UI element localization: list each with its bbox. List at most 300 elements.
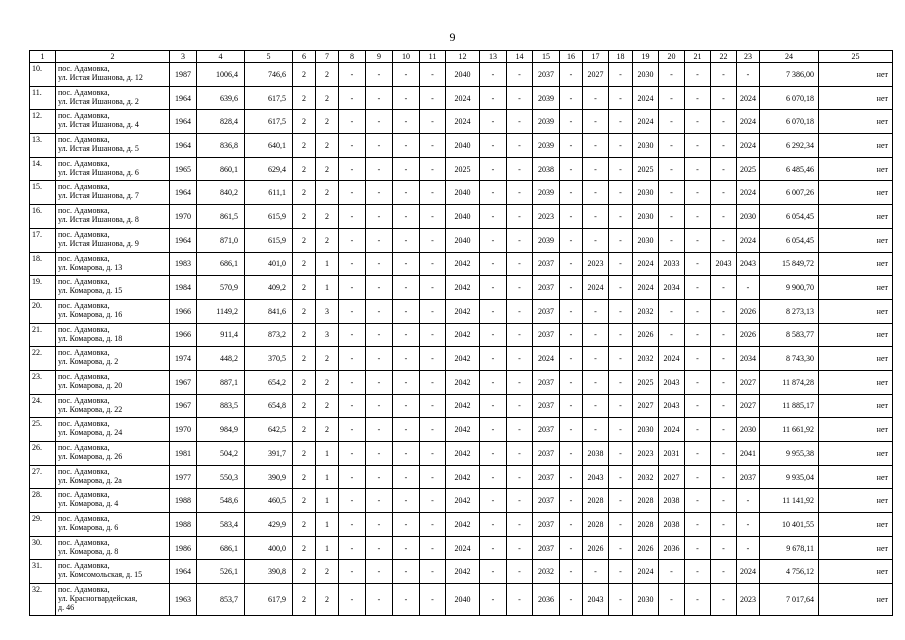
table-cell: - [393, 134, 420, 158]
table-cell: 2024 [583, 276, 609, 300]
table-cell: - [393, 560, 420, 584]
table-cell: - [609, 323, 633, 347]
table-cell: - [560, 228, 583, 252]
table-cell: 2 [293, 86, 316, 110]
address-cell: пос. Адамовка, ул. Комарова, д. 22 [56, 394, 170, 418]
table-cell: - [609, 252, 633, 276]
table-cell: - [685, 110, 711, 134]
table-cell: - [560, 370, 583, 394]
table-row [30, 63, 893, 87]
table-cell: 2 [316, 228, 339, 252]
table-cell: 2037 [533, 394, 560, 418]
table-cell: нет [819, 252, 893, 276]
table-cell: нет [819, 276, 893, 300]
table-cell: - [480, 110, 507, 134]
table-cell: - [339, 134, 366, 158]
table-cell: 1 [316, 513, 339, 537]
table-cell: - [507, 394, 533, 418]
table-cell: - [366, 465, 393, 489]
row-number-cell: 25. [30, 418, 56, 442]
table-cell: - [711, 299, 737, 323]
table-cell: 2024 [446, 110, 480, 134]
table-cell: 2024 [633, 110, 659, 134]
table-cell: - [609, 370, 633, 394]
address-cell: пос. Адамовка, ул. Комарова, д. 20 [56, 370, 170, 394]
table-cell: 2037 [533, 465, 560, 489]
column-header-8: 8 [339, 51, 366, 63]
table-cell: 2030 [633, 63, 659, 87]
table-cell: - [420, 418, 446, 442]
table-cell: - [583, 347, 609, 371]
table-cell: 2030 [737, 418, 760, 442]
table-cell: 583,4 [197, 513, 245, 537]
table-cell: 2 [316, 110, 339, 134]
table-cell: 2032 [633, 465, 659, 489]
table-cell: 2 [293, 205, 316, 229]
table-cell: 2 [293, 252, 316, 276]
table-cell: 3 [316, 299, 339, 323]
table-cell: 2043 [583, 584, 609, 616]
table-cell: 1966 [170, 323, 197, 347]
table-cell: 2038 [659, 489, 685, 513]
table-cell: 6 054,45 [760, 228, 819, 252]
table-cell: 2 [293, 228, 316, 252]
table-cell: 6 007,26 [760, 181, 819, 205]
address-cell: пос. Адамовка, ул. Истая Ишанова, д. 6 [56, 157, 170, 181]
table-cell: 2041 [737, 442, 760, 466]
table-cell: 2025 [633, 157, 659, 181]
table-cell: - [507, 110, 533, 134]
table-cell: 1988 [170, 489, 197, 513]
table-cell: 8 743,30 [760, 347, 819, 371]
table-cell: - [366, 584, 393, 616]
table-cell: - [366, 442, 393, 466]
table-cell: 504,2 [197, 442, 245, 466]
table-cell: - [507, 584, 533, 616]
table-cell: - [737, 63, 760, 87]
address-cell: пос. Адамовка, ул. Истая Ишанова, д. 2 [56, 86, 170, 110]
table-cell: 2039 [533, 181, 560, 205]
table-cell: 611,1 [245, 181, 293, 205]
table-cell: - [420, 394, 446, 418]
table-cell: 2042 [446, 347, 480, 371]
table-cell: 548,6 [197, 489, 245, 513]
table-cell: - [339, 584, 366, 616]
table-cell: - [420, 276, 446, 300]
table-cell: - [560, 347, 583, 371]
table-cell: нет [819, 394, 893, 418]
table-cell: 1 [316, 465, 339, 489]
table-cell: 2025 [737, 157, 760, 181]
table-cell: - [393, 63, 420, 87]
table-cell: - [366, 418, 393, 442]
table-cell: - [480, 252, 507, 276]
table-cell: - [480, 584, 507, 616]
table-cell: 8 583,77 [760, 323, 819, 347]
table-cell: 2043 [659, 394, 685, 418]
table-cell: - [560, 489, 583, 513]
table-cell: - [507, 276, 533, 300]
table-cell: 2 [316, 560, 339, 584]
table-cell: 7 386,00 [760, 63, 819, 87]
table-cell: - [560, 584, 583, 616]
column-header-18: 18 [609, 51, 633, 63]
table-cell: - [685, 252, 711, 276]
table-cell: 841,6 [245, 299, 293, 323]
table-cell: - [420, 442, 446, 466]
table-cell: 1 [316, 252, 339, 276]
table-cell: 2 [316, 157, 339, 181]
table-cell: - [420, 134, 446, 158]
table-cell: - [420, 181, 446, 205]
table-cell: 1 [316, 489, 339, 513]
table-cell: 1988 [170, 513, 197, 537]
row-number-cell: 18. [30, 252, 56, 276]
table-cell: 2042 [446, 442, 480, 466]
table-cell: - [480, 513, 507, 537]
table-cell: - [560, 299, 583, 323]
row-number-cell: 21. [30, 323, 56, 347]
table-cell: - [339, 110, 366, 134]
table-cell: - [711, 134, 737, 158]
table-cell: 2 [293, 418, 316, 442]
table-cell: 2 [316, 370, 339, 394]
table-cell: 2023 [633, 442, 659, 466]
table-cell: - [711, 465, 737, 489]
table-cell: нет [819, 370, 893, 394]
table-cell: нет [819, 418, 893, 442]
table-cell: - [366, 157, 393, 181]
table-cell: 1986 [170, 536, 197, 560]
table-cell: 2042 [446, 276, 480, 300]
table-cell: - [560, 465, 583, 489]
table-cell: - [393, 370, 420, 394]
table-cell: - [685, 394, 711, 418]
table-cell: - [480, 181, 507, 205]
table-cell: - [420, 299, 446, 323]
column-header-1: 1 [30, 51, 56, 63]
column-header-15: 15 [533, 51, 560, 63]
table-cell: 2040 [446, 63, 480, 87]
table-cell: 1 [316, 276, 339, 300]
table-cell: 2033 [659, 252, 685, 276]
table-cell: - [659, 157, 685, 181]
row-number-cell: 29. [30, 513, 56, 537]
table-cell: нет [819, 63, 893, 87]
table-cell: 2032 [533, 560, 560, 584]
table-cell: - [480, 157, 507, 181]
table-cell: 2040 [446, 584, 480, 616]
column-header-10: 10 [393, 51, 420, 63]
address-cell: пос. Адамовка, ул. Красногвардейская, д. 46 [56, 584, 170, 616]
table-cell: 2030 [633, 418, 659, 442]
table-cell: 448,2 [197, 347, 245, 371]
table-cell: - [339, 181, 366, 205]
table-cell: 1970 [170, 418, 197, 442]
table-cell: - [420, 157, 446, 181]
table-cell: 2042 [446, 370, 480, 394]
table-cell: - [685, 370, 711, 394]
table-cell: - [393, 323, 420, 347]
table-cell: 2024 [633, 560, 659, 584]
table-cell: - [339, 157, 366, 181]
table-cell: - [339, 347, 366, 371]
row-number-cell: 19. [30, 276, 56, 300]
table-cell: 2037 [533, 299, 560, 323]
table-cell: 2040 [446, 228, 480, 252]
table-cell: - [480, 465, 507, 489]
table-cell: 2028 [583, 489, 609, 513]
table-row [30, 489, 893, 513]
row-number-cell: 27. [30, 465, 56, 489]
table-cell: - [609, 134, 633, 158]
table-cell: 2026 [737, 299, 760, 323]
table-cell: - [366, 323, 393, 347]
column-header-11: 11 [420, 51, 446, 63]
table-cell: 2037 [533, 63, 560, 87]
table-cell: 409,2 [245, 276, 293, 300]
table-cell: - [339, 465, 366, 489]
table-cell: 570,9 [197, 276, 245, 300]
table-cell: 2025 [633, 370, 659, 394]
table-cell: - [339, 63, 366, 87]
table-cell: - [609, 157, 633, 181]
table-cell: 2043 [583, 465, 609, 489]
table-cell: 883,5 [197, 394, 245, 418]
table-cell: 1970 [170, 205, 197, 229]
table-cell: 642,5 [245, 418, 293, 442]
address-cell: пос. Адамовка, ул. Истая Ишанова, д. 8 [56, 205, 170, 229]
table-cell: 640,1 [245, 134, 293, 158]
table-cell: 2024 [737, 560, 760, 584]
table-cell: 1 [316, 536, 339, 560]
table-cell: - [560, 418, 583, 442]
table-cell: - [393, 394, 420, 418]
table-cell: - [480, 370, 507, 394]
table-cell: 401,0 [245, 252, 293, 276]
table-cell: 2024 [737, 228, 760, 252]
table-cell: 2042 [446, 252, 480, 276]
page-number: 9 [449, 30, 456, 44]
table-cell: - [339, 370, 366, 394]
table-cell: - [480, 418, 507, 442]
table-cell: - [560, 560, 583, 584]
table-cell: 2043 [659, 370, 685, 394]
table-cell: - [711, 347, 737, 371]
address-cell: пос. Адамовка, ул. Истая Ишанова, д. 12 [56, 63, 170, 87]
table-cell: 2 [293, 560, 316, 584]
table-cell: нет [819, 465, 893, 489]
row-number-cell: 32. [30, 584, 56, 616]
table-header [30, 51, 893, 63]
row-number-cell: 22. [30, 347, 56, 371]
table-cell: нет [819, 181, 893, 205]
table-cell: - [659, 134, 685, 158]
table-cell: - [420, 86, 446, 110]
table-row [30, 513, 893, 537]
table-cell: 11 874,28 [760, 370, 819, 394]
table-cell: - [366, 181, 393, 205]
table-cell: - [420, 513, 446, 537]
table-row [30, 86, 893, 110]
table-row [30, 134, 893, 158]
table-row [30, 276, 893, 300]
address-cell: пос. Адамовка, ул. Комарова, д. 4 [56, 489, 170, 513]
column-header-25: 25 [819, 51, 893, 63]
table-cell: 2 [293, 394, 316, 418]
row-number-cell: 15. [30, 181, 56, 205]
table-cell: - [685, 134, 711, 158]
table-cell: - [339, 560, 366, 584]
table-cell: 617,5 [245, 86, 293, 110]
table-cell: 15 849,72 [760, 252, 819, 276]
table-cell: - [480, 347, 507, 371]
table-cell: 390,8 [245, 560, 293, 584]
table-cell: - [583, 157, 609, 181]
table-cell: - [393, 228, 420, 252]
table-cell: - [339, 394, 366, 418]
table-cell: - [711, 157, 737, 181]
table-cell: 984,9 [197, 418, 245, 442]
table-cell: 853,7 [197, 584, 245, 616]
address-cell: пос. Адамовка, ул. Комарова, д. 13 [56, 252, 170, 276]
table-cell: - [339, 299, 366, 323]
table-cell: 2 [293, 110, 316, 134]
column-header-22: 22 [711, 51, 737, 63]
table-cell: - [583, 418, 609, 442]
table-cell: - [685, 323, 711, 347]
table-cell: 2037 [533, 276, 560, 300]
table-cell: 6 070,18 [760, 110, 819, 134]
table-cell: - [339, 442, 366, 466]
table-cell: нет [819, 323, 893, 347]
address-cell: пос. Адамовка, ул. Комарова, д. 26 [56, 442, 170, 466]
table-cell: 2 [293, 134, 316, 158]
table-cell: - [609, 536, 633, 560]
table-cell: 2 [293, 276, 316, 300]
table-cell: - [420, 228, 446, 252]
table-cell: 2 [316, 205, 339, 229]
table-cell: - [609, 584, 633, 616]
table-body [30, 63, 893, 616]
table-cell: - [737, 489, 760, 513]
table-cell: - [480, 86, 507, 110]
table-cell: - [507, 63, 533, 87]
table-cell: - [339, 489, 366, 513]
table-cell: 460,5 [245, 489, 293, 513]
table-cell: - [685, 536, 711, 560]
table-cell: - [507, 513, 533, 537]
table-cell: 2 [293, 536, 316, 560]
table-cell: 1964 [170, 181, 197, 205]
table-cell: 2024 [633, 276, 659, 300]
table-cell: 1987 [170, 63, 197, 87]
table-cell: - [366, 347, 393, 371]
table-cell: - [711, 513, 737, 537]
table-cell: - [659, 63, 685, 87]
table-row [30, 418, 893, 442]
column-header-13: 13 [480, 51, 507, 63]
table-cell: 2037 [737, 465, 760, 489]
table-cell: 11 661,92 [760, 418, 819, 442]
row-number-cell: 10. [30, 63, 56, 87]
table-cell: 836,8 [197, 134, 245, 158]
table-cell: 7 017,64 [760, 584, 819, 616]
table-cell: - [393, 205, 420, 229]
table-cell: - [393, 465, 420, 489]
column-header-16: 16 [560, 51, 583, 63]
table-cell: 2043 [737, 252, 760, 276]
table-cell: нет [819, 134, 893, 158]
column-header-4: 4 [197, 51, 245, 63]
table-cell: - [711, 418, 737, 442]
table-cell: 1006,4 [197, 63, 245, 87]
table-cell: - [659, 86, 685, 110]
table-cell: - [507, 299, 533, 323]
table-cell: 2026 [583, 536, 609, 560]
table-cell: - [507, 489, 533, 513]
table-cell: - [507, 536, 533, 560]
table-cell: 2042 [446, 394, 480, 418]
table-cell: 2027 [633, 394, 659, 418]
table-cell: 686,1 [197, 536, 245, 560]
table-cell: 2042 [446, 323, 480, 347]
table-cell: 2024 [659, 418, 685, 442]
table-cell: 2 [293, 370, 316, 394]
table-cell: - [609, 63, 633, 87]
table-cell: - [737, 536, 760, 560]
table-cell: 2024 [446, 86, 480, 110]
table-cell: 2038 [583, 442, 609, 466]
table-cell: - [366, 489, 393, 513]
table-cell: - [366, 394, 393, 418]
table-cell: - [507, 228, 533, 252]
table-cell: нет [819, 110, 893, 134]
address-cell: пос. Адамовка, ул. Комарова, д. 24 [56, 418, 170, 442]
table-cell: - [366, 252, 393, 276]
table-cell: - [393, 299, 420, 323]
table-cell: - [583, 299, 609, 323]
row-number-cell: 28. [30, 489, 56, 513]
table-cell: - [737, 276, 760, 300]
table-cell: 550,3 [197, 465, 245, 489]
table-cell: - [366, 134, 393, 158]
table-cell: 2028 [583, 513, 609, 537]
table-cell: - [393, 584, 420, 616]
table-cell: - [711, 560, 737, 584]
table-cell: 2031 [659, 442, 685, 466]
table-cell: - [507, 134, 533, 158]
table-cell: - [685, 86, 711, 110]
address-cell: пос. Адамовка, ул. Комарова, д. 8 [56, 536, 170, 560]
table-cell: - [366, 560, 393, 584]
table-row [30, 157, 893, 181]
table-cell: 2 [316, 418, 339, 442]
table-cell: - [480, 276, 507, 300]
table-cell: 2 [316, 584, 339, 616]
table-cell: 2037 [533, 442, 560, 466]
table-cell: - [366, 536, 393, 560]
table-cell: - [583, 181, 609, 205]
table-cell: 617,9 [245, 584, 293, 616]
table-cell: 2040 [446, 205, 480, 229]
table-row [30, 442, 893, 466]
table-cell: - [507, 347, 533, 371]
row-number-cell: 12. [30, 110, 56, 134]
table-cell: - [393, 110, 420, 134]
table-cell: нет [819, 347, 893, 371]
table-cell: - [393, 513, 420, 537]
